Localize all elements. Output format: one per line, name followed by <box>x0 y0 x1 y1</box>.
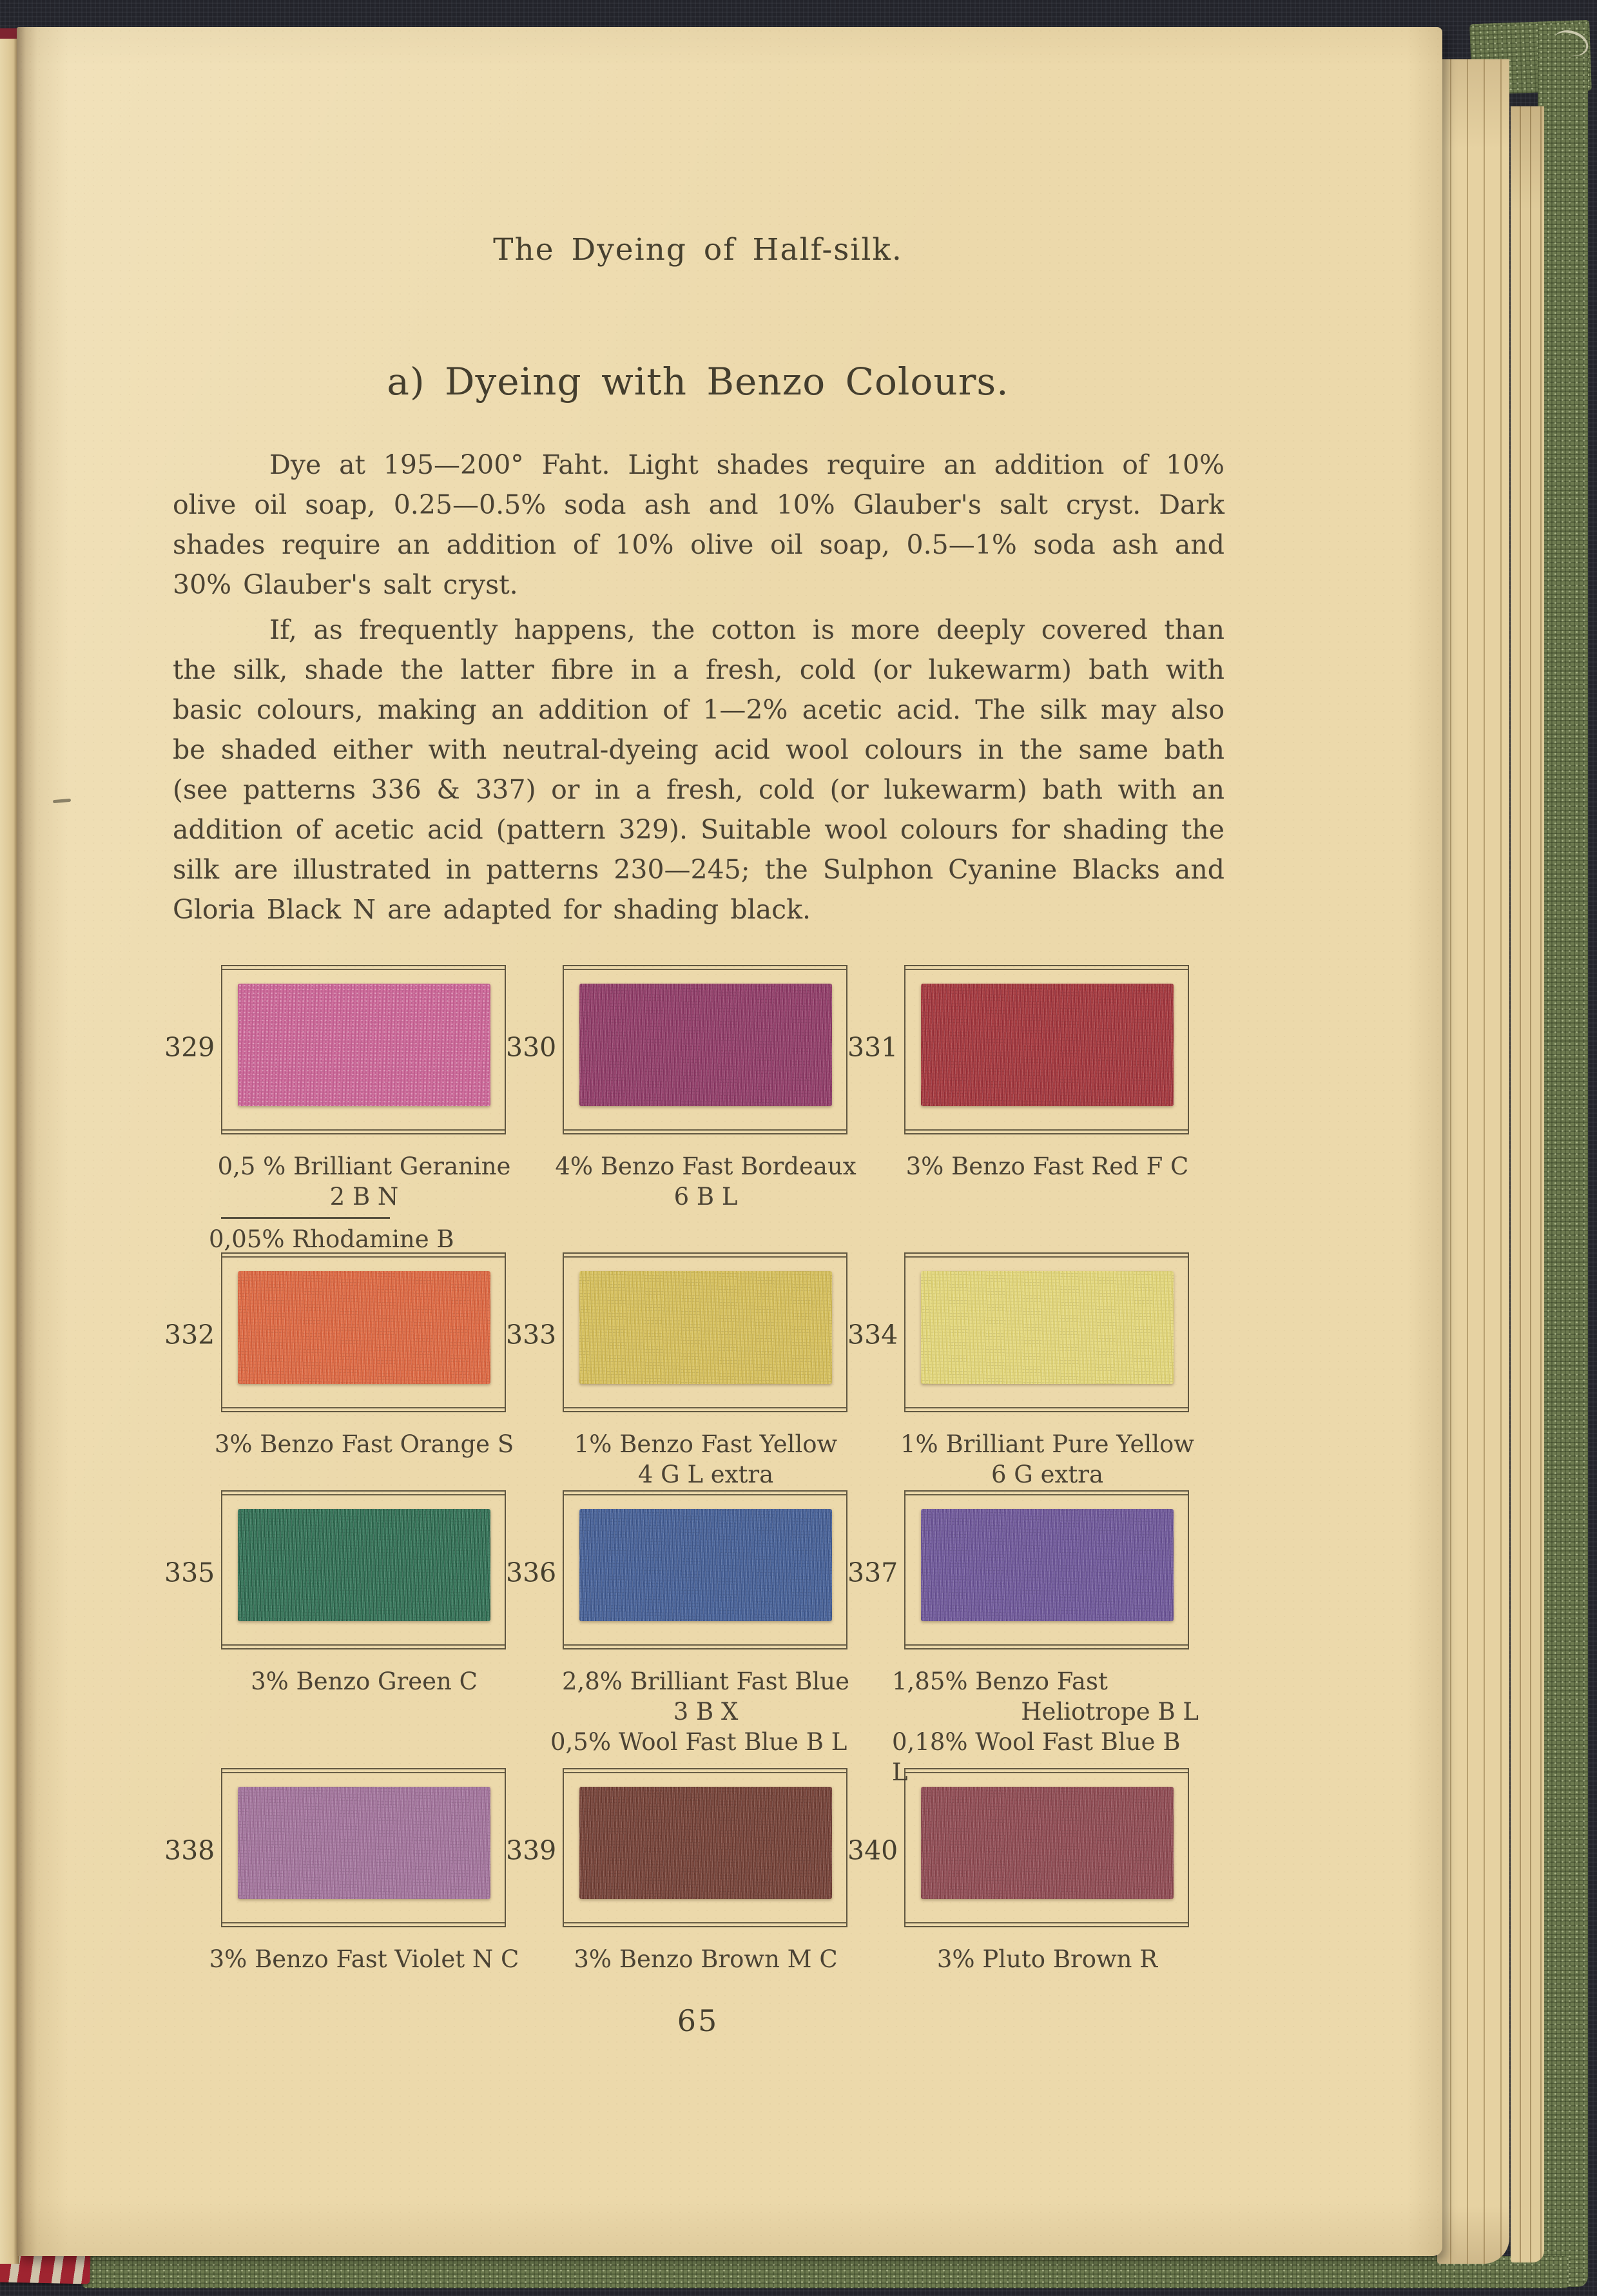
swatch-number: 336 <box>506 1557 557 1588</box>
swatch-number: 331 <box>847 1032 898 1063</box>
label-line: 3% Benzo Green C <box>251 1668 478 1695</box>
swatch-number: 332 <box>164 1319 215 1350</box>
swatch-cell-337 <box>847 1490 1199 1786</box>
fabric-swatch-333 <box>579 1271 832 1384</box>
fabric-swatch-340 <box>921 1787 1174 1899</box>
swatch-frame <box>904 1490 1189 1649</box>
page-title: The Dyeing of Half-silk. <box>493 232 903 268</box>
label-line: 4% Benzo Fast Bordeaux <box>555 1153 857 1180</box>
page-edges-stack <box>1437 59 1509 2264</box>
fabric-swatch-339 <box>579 1787 832 1899</box>
swatch-frame <box>221 1768 506 1927</box>
label-line: 3% Benzo Fast Red F C <box>905 1153 1189 1180</box>
fabric-swatch-330 <box>579 984 832 1106</box>
swatch-frame <box>563 1252 847 1412</box>
swatch-label <box>209 1944 519 1974</box>
body-text <box>173 445 1224 935</box>
swatch-frame <box>563 1490 847 1649</box>
label-line: 1,85% Benzo Fast <box>892 1668 1108 1695</box>
swatch-number: 333 <box>506 1319 557 1350</box>
label-line: 3% Benzo Fast Orange S <box>214 1430 514 1458</box>
fabric-swatch-332 <box>238 1271 490 1384</box>
swatch-cell-333 <box>506 1252 847 1488</box>
section-heading: a) Dyeing with Benzo Colours. <box>387 360 1009 404</box>
swatch-label <box>892 1429 1203 1490</box>
swatch-frame <box>563 1768 847 1927</box>
swatch-number: 339 <box>506 1835 557 1866</box>
label-line: 3% Benzo Brown M C <box>574 1945 838 1973</box>
label-line: 0,5 % Brilliant Geranine <box>217 1153 511 1180</box>
fabric-swatch-338 <box>238 1787 490 1899</box>
swatch-cell-331 <box>847 965 1189 1180</box>
swatch-number: 337 <box>847 1557 898 1588</box>
swatch-cell-330 <box>506 965 857 1211</box>
swatch-cell-335 <box>164 1490 506 1695</box>
swatch-label <box>209 1666 519 1697</box>
book-cover-bottom-edge <box>82 2256 1569 2288</box>
fabric-swatch-331 <box>921 984 1174 1106</box>
book-page <box>17 27 1442 2256</box>
paragraph-2: If, as frequently happens, the cotton is more deeply covered than the silk, shade the latter fibre in a fresh, cold (or lukewarm) bath with basic colours, making an addition of 1—2% acetic acid. The silk may also be shaded either with neutral-dyeing acid wool colours in the same bath (see patterns 336 & 337) or in a fresh, cold (or lukewarm) bath with an addition of acetic acid (pattern 329). Suitable wool colours for shading the silk are illustrated in patterns 230—245; the Sulphon Cyanine Blacks and Gloria Black N are adapted for shading black. <box>173 614 1224 925</box>
swatch-frame <box>221 1490 506 1649</box>
label-line: 1% Benzo Fast Yellow <box>574 1430 838 1458</box>
swatch-label <box>892 1944 1203 1974</box>
swatch-label <box>209 1151 519 1254</box>
swatch-label <box>892 1151 1203 1182</box>
swatch-cell-334 <box>847 1252 1194 1488</box>
label-line: 3% Benzo Fast Violet N C <box>209 1945 519 1973</box>
label-line: 4 G L extra <box>637 1461 774 1488</box>
label-line: 3% Pluto Brown R <box>936 1945 1158 1973</box>
swatch-label <box>550 1151 861 1212</box>
swatch-frame <box>221 1252 506 1412</box>
swatch-cell-338 <box>164 1768 519 1973</box>
swatch-number: 334 <box>847 1319 898 1350</box>
page-number: 65 <box>677 2003 719 2038</box>
paragraph-1: Dye at 195—200° Faht. Light shades require an addition of 10% olive oil soap, 0.25—0.5% soda ash and 10% Glauber's salt cryst. Dark shades require an addition of 10% olive oil soap, 0.5—1% soda ash and 30% Glauber's salt cryst. <box>173 449 1224 600</box>
swatch-label <box>550 1666 861 1757</box>
fabric-swatch-335 <box>238 1509 490 1621</box>
swatch-cell-329 <box>164 965 511 1253</box>
swatch-number: 338 <box>164 1835 215 1866</box>
swatch-label <box>550 1944 861 1974</box>
fabric-swatch-337 <box>921 1509 1174 1621</box>
swatch-number: 329 <box>164 1032 215 1063</box>
swatch-label <box>209 1429 519 1459</box>
spine-red-sliver <box>0 28 17 39</box>
swatch-cell-336 <box>506 1490 850 1756</box>
swatch-frame <box>904 965 1189 1134</box>
label-line: 3 B X <box>673 1698 739 1726</box>
book-cover-right-edge <box>1538 26 1588 2287</box>
swatch-frame <box>221 965 506 1134</box>
swatch-frame <box>904 1252 1189 1412</box>
fabric-swatch-334 <box>921 1271 1174 1384</box>
label-line: 0,18% Wool Fast Blue B L <box>892 1728 1181 1786</box>
swatch-frame <box>563 965 847 1134</box>
fabric-swatch-336 <box>579 1509 832 1621</box>
label-line: 2,8% Brilliant Fast Blue <box>561 1668 850 1695</box>
swatch-frame <box>904 1768 1189 1927</box>
label-line: 0,5% Wool Fast Blue B L <box>550 1728 847 1756</box>
swatch-number: 340 <box>847 1835 898 1866</box>
fabric-swatch-329 <box>238 984 490 1106</box>
swatch-label <box>550 1429 861 1490</box>
page-edges-stack-outer <box>1511 106 1544 2262</box>
label-line: 6 B L <box>673 1183 738 1211</box>
label-line: 1% Brilliant Pure Yellow <box>900 1430 1194 1458</box>
label-line: 6 G extra <box>991 1461 1103 1488</box>
swatch-cell-332 <box>164 1252 514 1458</box>
swatch-number: 330 <box>506 1032 557 1063</box>
swatch-number: 335 <box>164 1557 215 1588</box>
gutter-shadow <box>17 27 68 2256</box>
label-line: 0,05% Rhodamine B <box>209 1225 454 1253</box>
swatch-cell-339 <box>506 1768 847 1973</box>
label-rule <box>221 1217 390 1219</box>
label-line: Heliotrope B L <box>1021 1698 1199 1726</box>
label-line: 2 B N <box>329 1183 399 1211</box>
swatch-cell-340 <box>847 1768 1189 1973</box>
